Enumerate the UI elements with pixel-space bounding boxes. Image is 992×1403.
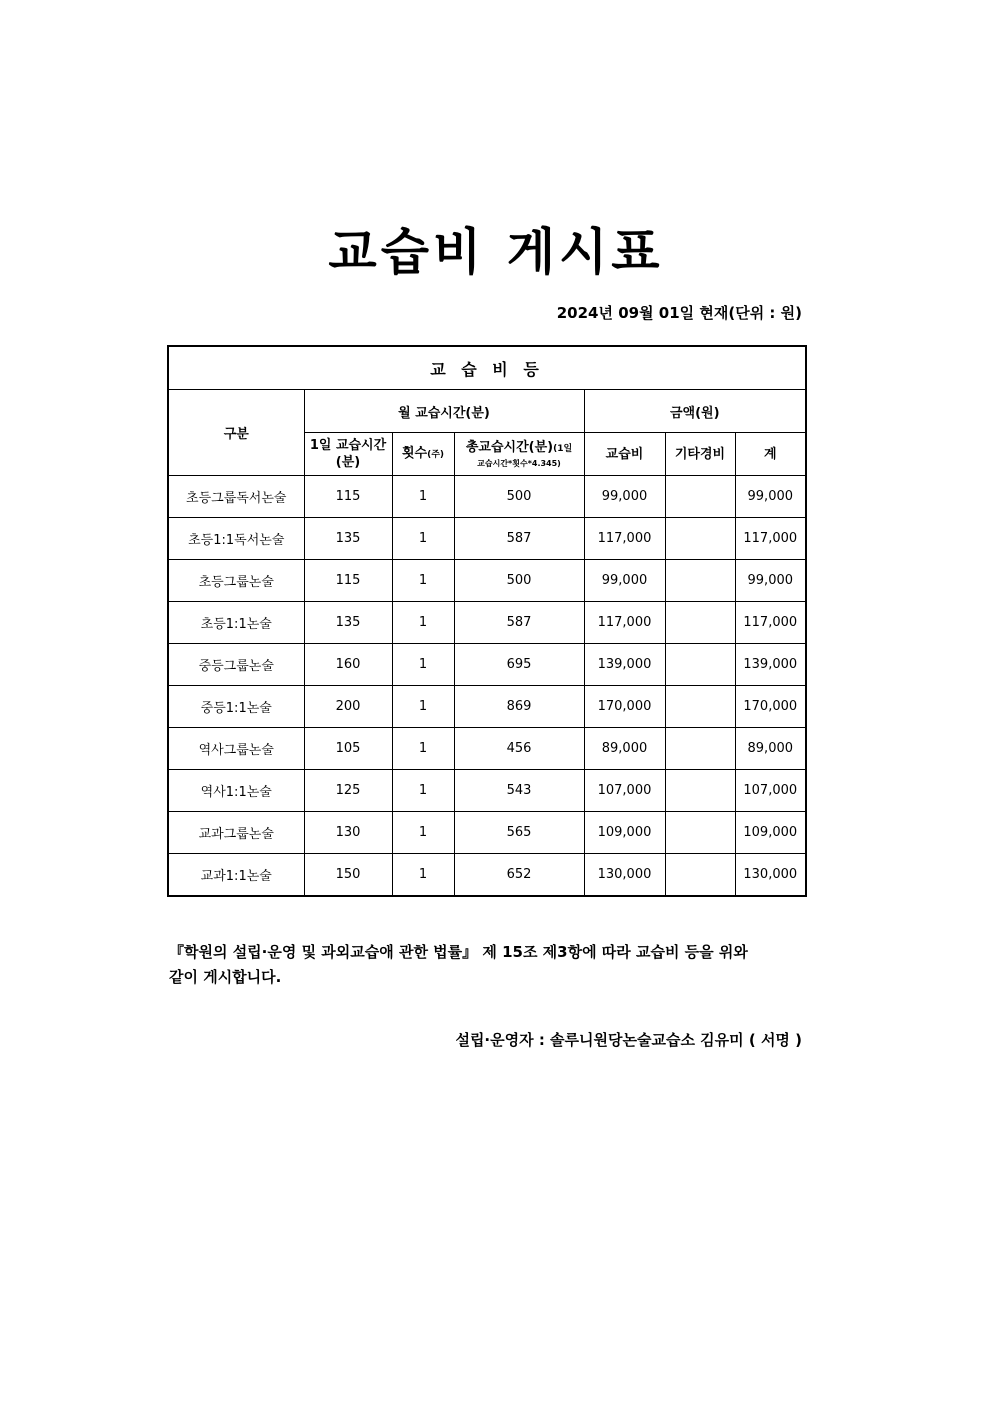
table-row bbox=[168, 602, 806, 644]
header-count-unit: (주) bbox=[427, 449, 445, 460]
table-caption: 교 습 비 등 bbox=[168, 346, 806, 390]
cell-sum: 170,000 bbox=[735, 686, 806, 728]
cell-tuition: 99,000 bbox=[584, 476, 665, 518]
header-count bbox=[392, 433, 454, 476]
cell-daily-time: 130 bbox=[304, 812, 392, 854]
header-category: 구분 bbox=[168, 390, 304, 476]
header-count-label: 횟수 bbox=[401, 445, 428, 461]
date-unit-line: 2024년 09월 01일 현재(단위 : 원) bbox=[556, 304, 802, 322]
cell-sum: 117,000 bbox=[735, 518, 806, 560]
cell-count: 1 bbox=[392, 644, 454, 686]
cell-sum: 99,000 bbox=[735, 560, 806, 602]
cell-tuition: 117,000 bbox=[584, 602, 665, 644]
table-row bbox=[168, 770, 806, 812]
cell-other-cost bbox=[665, 770, 735, 812]
cell-total-time: 500 bbox=[454, 476, 584, 518]
cell-category: 중등그룹논술 bbox=[168, 644, 304, 686]
cell-other-cost bbox=[665, 560, 735, 602]
cell-total-time: 869 bbox=[454, 686, 584, 728]
table-row bbox=[168, 560, 806, 602]
header-tuition: 교습비 bbox=[584, 433, 665, 476]
table-row bbox=[168, 686, 806, 728]
cell-other-cost bbox=[665, 518, 735, 560]
signer-line: 설립·운영자 : 솔루니원당논술교습소 김유미 ( 서명 ) bbox=[455, 1031, 802, 1049]
cell-other-cost bbox=[665, 812, 735, 854]
cell-sum: 107,000 bbox=[735, 770, 806, 812]
cell-tuition: 130,000 bbox=[584, 854, 665, 897]
cell-other-cost bbox=[665, 644, 735, 686]
legal-notice-line2: 같이 게시합니다. bbox=[169, 968, 282, 986]
table-row bbox=[168, 728, 806, 770]
cell-sum: 130,000 bbox=[735, 854, 806, 897]
header-daily-time: 1일 교습시간(분) bbox=[304, 433, 392, 476]
cell-total-time: 587 bbox=[454, 602, 584, 644]
header-total-time-note-b: 교습시간*횟수*4.345) bbox=[477, 459, 561, 468]
header-total-time-note-a: (1일 bbox=[553, 444, 573, 454]
header-total-time bbox=[454, 433, 584, 476]
cell-sum: 117,000 bbox=[735, 602, 806, 644]
cell-total-time: 652 bbox=[454, 854, 584, 897]
cell-daily-time: 105 bbox=[304, 728, 392, 770]
cell-sum: 109,000 bbox=[735, 812, 806, 854]
cell-daily-time: 115 bbox=[304, 560, 392, 602]
cell-daily-time: 150 bbox=[304, 854, 392, 897]
cell-total-time: 587 bbox=[454, 518, 584, 560]
cell-other-cost bbox=[665, 476, 735, 518]
cell-tuition: 109,000 bbox=[584, 812, 665, 854]
cell-tuition: 107,000 bbox=[584, 770, 665, 812]
cell-count: 1 bbox=[392, 770, 454, 812]
cell-total-time: 543 bbox=[454, 770, 584, 812]
cell-tuition: 89,000 bbox=[584, 728, 665, 770]
cell-daily-time: 135 bbox=[304, 518, 392, 560]
cell-category: 교과그룹논술 bbox=[168, 812, 304, 854]
header-other-cost: 기타경비 bbox=[665, 433, 735, 476]
cell-other-cost bbox=[665, 602, 735, 644]
cell-category: 중등1:1논술 bbox=[168, 686, 304, 728]
table-row bbox=[168, 812, 806, 854]
cell-tuition: 99,000 bbox=[584, 560, 665, 602]
cell-tuition: 170,000 bbox=[584, 686, 665, 728]
cell-count: 1 bbox=[392, 602, 454, 644]
cell-sum: 99,000 bbox=[735, 476, 806, 518]
cell-category: 역사1:1논술 bbox=[168, 770, 304, 812]
header-total-time-label: 총교습시간(분) bbox=[465, 440, 554, 455]
cell-count: 1 bbox=[392, 686, 454, 728]
cell-other-cost bbox=[665, 686, 735, 728]
cell-sum: 89,000 bbox=[735, 728, 806, 770]
cell-count: 1 bbox=[392, 728, 454, 770]
cell-tuition: 139,000 bbox=[584, 644, 665, 686]
cell-category: 초등1:1논술 bbox=[168, 602, 304, 644]
cell-tuition: 117,000 bbox=[584, 518, 665, 560]
cell-sum: 139,000 bbox=[735, 644, 806, 686]
cell-category: 초등그룹논술 bbox=[168, 560, 304, 602]
legal-notice bbox=[169, 940, 809, 990]
cell-other-cost bbox=[665, 728, 735, 770]
cell-total-time: 565 bbox=[454, 812, 584, 854]
cell-daily-time: 135 bbox=[304, 602, 392, 644]
cell-total-time: 500 bbox=[454, 560, 584, 602]
cell-daily-time: 200 bbox=[304, 686, 392, 728]
table-row bbox=[168, 854, 806, 897]
header-monthly-time: 월 교습시간(분) bbox=[304, 390, 584, 433]
cell-daily-time: 160 bbox=[304, 644, 392, 686]
header-amount: 금액(원) bbox=[584, 390, 806, 433]
table-row bbox=[168, 476, 806, 518]
cell-category: 초등1:1독서논술 bbox=[168, 518, 304, 560]
table-row bbox=[168, 644, 806, 686]
cell-count: 1 bbox=[392, 560, 454, 602]
cell-daily-time: 125 bbox=[304, 770, 392, 812]
cell-category: 교과1:1논술 bbox=[168, 854, 304, 897]
cell-count: 1 bbox=[392, 812, 454, 854]
legal-notice-line1: 『학원의 설립·운영 및 과외교습애 관한 법률』 제 15조 제3항에 따라 교습비 등을 위와 bbox=[169, 943, 748, 961]
cell-other-cost bbox=[665, 854, 735, 897]
page-title: 교습비 게시표 bbox=[328, 223, 664, 281]
cell-category: 초등그룹독서논술 bbox=[168, 476, 304, 518]
cell-total-time: 695 bbox=[454, 644, 584, 686]
cell-count: 1 bbox=[392, 476, 454, 518]
cell-count: 1 bbox=[392, 854, 454, 897]
cell-daily-time: 115 bbox=[304, 476, 392, 518]
header-sum: 계 bbox=[735, 433, 806, 476]
cell-count: 1 bbox=[392, 518, 454, 560]
cell-total-time: 456 bbox=[454, 728, 584, 770]
table-row bbox=[168, 518, 806, 560]
cell-category: 역사그룹논술 bbox=[168, 728, 304, 770]
fee-table bbox=[167, 345, 807, 897]
